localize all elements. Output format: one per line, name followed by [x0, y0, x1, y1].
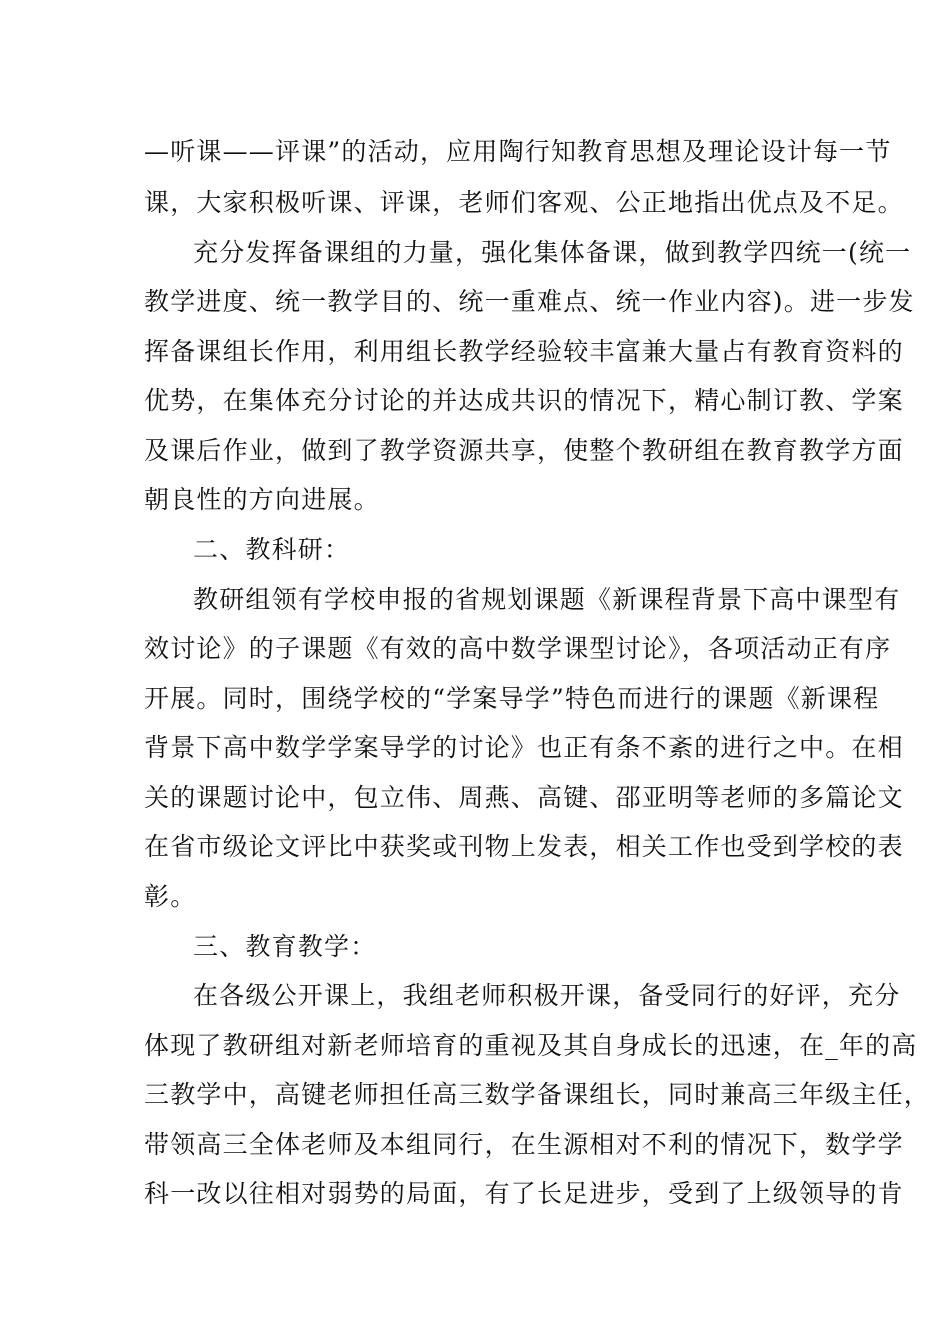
paragraph-line: 挥备课组长作用，利用组长教学经验较丰富兼大量占有教育资料的 [144, 337, 904, 366]
paragraph-line: 在省市级论文评比中获奖或刊物上发表，相关工作也受到学校的表 [144, 832, 904, 861]
paragraph-line: 背景下高中数学学案导学的讨论》也正有条不紊的进行之中。在相 [144, 733, 904, 762]
paragraph-line: 体现了教研组对新老师培育的重视及其自身成长的迅速，在_年的高 [144, 1031, 918, 1060]
paragraph-line: 彰。 [144, 882, 197, 911]
section-heading: 二、教科研： [193, 535, 351, 564]
paragraph-line: 教研组领有学校申报的省规划课题《新课程背景下高中课型有 [193, 585, 901, 614]
paragraph-line: 效讨论》的子课题《有效的高中数学课型讨论》，各项活动正有序 [144, 634, 892, 663]
paragraph-line: 三教学中，高键老师担任高三数学备课组长，同时兼高三年级主任， [144, 1080, 931, 1109]
paragraph-line: —听课——评课”的活动，应用陶行知教育思想及理论设计每一节 [144, 137, 892, 166]
paragraph-line: 教学进度、统一教学目的、统一重难点、统一作业内容)。进一步发 [144, 287, 915, 316]
paragraph-line: 课，大家积极听课、评课，老师们客观、公正地指出优点及不足。 [144, 188, 904, 217]
paragraph-line: 带领高三全体老师及本组同行，在生源相对不利的情况下，数学学 [144, 1130, 904, 1159]
paragraph-line: 朝良性的方向进展。 [144, 485, 380, 514]
paragraph-line: 优势，在集体充分讨论的并达成共识的情况下，精心制订教、学案 [144, 386, 904, 415]
paragraph-line: 在各级公开课上，我组老师积极开课，备受同行的好评，充分 [193, 981, 901, 1010]
section-heading: 三、教育教学： [193, 932, 377, 961]
paragraph-line: 关的课题讨论中，包立伟、周燕、高键、邵亚明等老师的多篇论文 [144, 783, 904, 812]
paragraph-line: 及课后作业，做到了教学资源共享，使整个教研组在教育教学方面 [144, 436, 904, 465]
paragraph-line: 科一改以往相对弱势的局面，有了长足进步，受到了上级领导的肯 [144, 1179, 904, 1208]
paragraph-line: 充分发挥备课组的力量，强化集体备课，做到教学四统一(统一 [193, 238, 912, 267]
paragraph-line: 开展。同时，围绕学校的“学案导学”特色而进行的课题《新课程 [144, 684, 880, 713]
